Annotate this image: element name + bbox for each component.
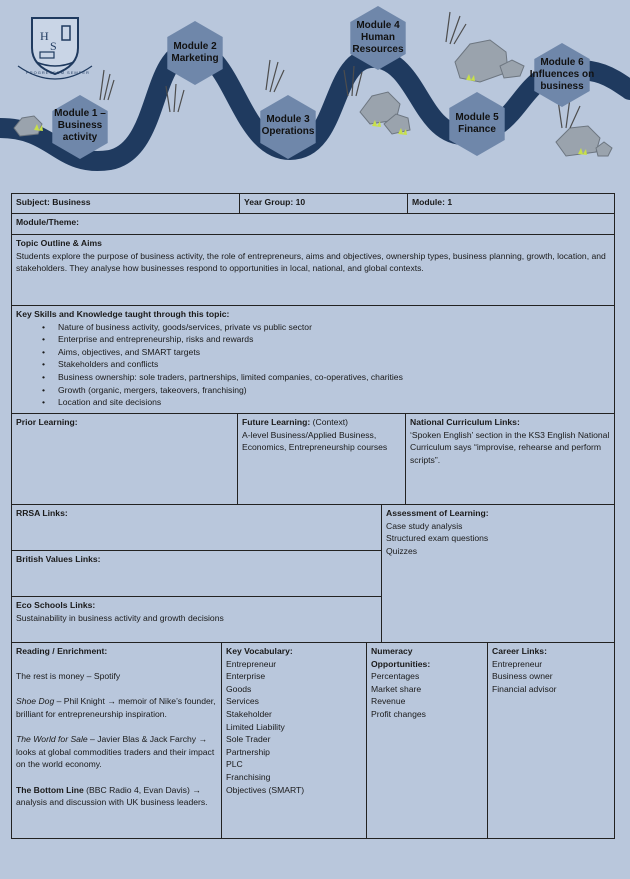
assessment-item: Structured exam questions: [386, 533, 489, 544]
vocabulary-item: PLC: [226, 759, 243, 770]
numeracy-cell: [367, 643, 488, 839]
reading-item: The World for Sale – Javier Blas & Jack Farchy → looks at global commodities traders and their impact on the world economy.: [16, 734, 215, 770]
future-learning-cell: [238, 414, 406, 505]
national-curriculum-heading: National Curriculum Links:: [410, 417, 520, 427]
career-item: Financial advisor: [492, 683, 557, 694]
key-skill-item: • Location and site decisions: [42, 396, 611, 409]
eco-schools-cell: [12, 597, 382, 643]
key-skill-item: • Growth (organic, mergers, takeovers, franchising): [42, 384, 611, 397]
assessment-cell: [382, 505, 615, 643]
numeracy-item: Revenue: [371, 696, 406, 707]
vocabulary-item: Objectives (SMART): [226, 784, 305, 795]
module-5-label: Module 5 Finance: [455, 112, 499, 135]
national-curriculum-cell: [406, 414, 615, 505]
career-item: Business owner: [492, 671, 553, 682]
vocabulary-item: Franchising: [226, 771, 271, 782]
key-skills-list: [16, 321, 611, 409]
module-roadmap-banner: [0, 0, 630, 185]
key-skills-heading: Key Skills and Knowledge taught through this topic:: [16, 309, 230, 319]
rrsa-heading: RRSA Links:: [16, 508, 68, 518]
subject-text: Subject: Business: [16, 197, 91, 207]
vocabulary-item: Services: [226, 696, 259, 707]
key-skill-item: • Aims, objectives, and SMART targets: [42, 346, 611, 359]
eco-schools-heading: Eco Schools Links:: [16, 600, 96, 610]
topic-outline-heading: Topic Outline & Aims: [16, 238, 102, 248]
topic-outline-cell: [12, 235, 615, 306]
crest-motto: PROGRESSUM SEMPER: [26, 70, 90, 75]
module-theme-cell: [12, 214, 615, 235]
key-skill-item: • Nature of business activity, goods/services, private vs public sector: [42, 321, 611, 334]
prior-learning-cell: [12, 414, 238, 505]
subject-cell: [12, 194, 240, 214]
vocabulary-item: Goods: [226, 683, 252, 694]
national-curriculum-text: ‘Spoken English’ section in the KS3 English National Curriculum says “improvise, rehearse and perform scripts”.: [410, 429, 610, 465]
module-6-label: Module 6 Influences on business: [529, 57, 595, 92]
assessment-item: Case study analysis: [386, 520, 463, 531]
career-item: Entrepreneur: [492, 658, 543, 669]
reading-item: The rest is money – Spotify: [16, 671, 121, 682]
reading-enrichment-cell: [12, 643, 222, 839]
key-skill-item: • Business ownership: sole traders, partnerships, limited companies, co-operatives, charities: [42, 371, 611, 384]
key-skills-cell: [12, 306, 615, 414]
module-1-label: Module 1 – Business activity: [54, 108, 106, 143]
vocabulary-item: Sole Trader: [226, 734, 271, 745]
key-skill-item: • Stakeholders and conflicts: [42, 358, 611, 371]
vocabulary-item: Limited Liability: [226, 721, 285, 732]
numeracy-item: Profit changes: [371, 708, 426, 719]
reading-heading: Reading / Enrichment:: [16, 646, 108, 656]
svg-text:S: S: [50, 39, 57, 53]
prior-learning-heading: Prior Learning:: [16, 417, 78, 427]
assessment-heading: Assessment of Learning:: [386, 508, 489, 518]
topic-outline-text: Students explore the purpose of business activity, the role of entrepreneurs, aims and objectives, ownership types, business planning, growth, location, and stakeholders. They analyse how businesses respond to opportunities in local, national, and global contexts.: [16, 250, 606, 274]
career-heading: Career Links:: [492, 646, 547, 656]
svg-text:H: H: [40, 29, 49, 43]
reading-book-title: Shoe Dog: [16, 696, 55, 707]
module-3-label: Module 3 Operations: [261, 114, 315, 137]
future-learning-heading: Future Learning:: [242, 417, 311, 427]
assessment-item: Quizzes: [386, 545, 418, 556]
reading-item: Shoe Dog – Phil Knight → memoir of Nike’s founder, brilliant for entrepreneurship inspiration.: [16, 696, 216, 719]
numeracy-item: Percentages: [371, 671, 420, 682]
numeracy-heading: Numeracy: [371, 646, 413, 656]
rrsa-cell: [12, 505, 382, 551]
key-skill-item: • Enterprise and entrepreneurship, risks and rewards: [42, 333, 611, 346]
british-values-heading: British Values Links:: [16, 554, 101, 564]
eco-schools-text: Sustainability in business activity and growth decisions: [16, 612, 224, 623]
module-2-label: Module 2 Marketing: [171, 41, 219, 64]
year-group-text: Year Group: 10: [244, 197, 306, 207]
module-4-label: Module 4 Human Resources: [352, 20, 404, 55]
vocabulary-item: Enterprise: [226, 671, 266, 682]
career-links-cell: [488, 643, 615, 839]
curriculum-plan-table: [11, 193, 615, 839]
numeracy-item: Market share: [371, 683, 422, 694]
vocabulary-item: Partnership: [226, 746, 270, 757]
module-cell: [408, 194, 615, 214]
future-learning-text: A-level Business/Applied Business, Economics, Entrepreneurship courses: [242, 429, 388, 453]
reading-programme-title: The Bottom Line: [16, 784, 84, 795]
year-group-cell: [240, 194, 408, 214]
future-learning-context: (Context): [310, 417, 349, 427]
vocabulary-heading: Key Vocabulary:: [226, 646, 293, 656]
reading-item: The Bottom Line (BBC Radio 4, Evan Davis) → analysis and discussion with UK business leaders.: [16, 784, 208, 808]
numeracy-heading-2: Opportunities:: [371, 658, 431, 669]
british-values-cell: [12, 551, 382, 597]
vocabulary-item: Entrepreneur: [226, 658, 277, 669]
module-theme-label: Module/Theme:: [16, 217, 80, 227]
key-vocabulary-cell: [222, 643, 367, 839]
reading-book-title: The World for Sale: [16, 734, 88, 745]
vocabulary-item: Stakeholder: [226, 708, 272, 719]
module-text: Module: 1: [412, 197, 453, 207]
